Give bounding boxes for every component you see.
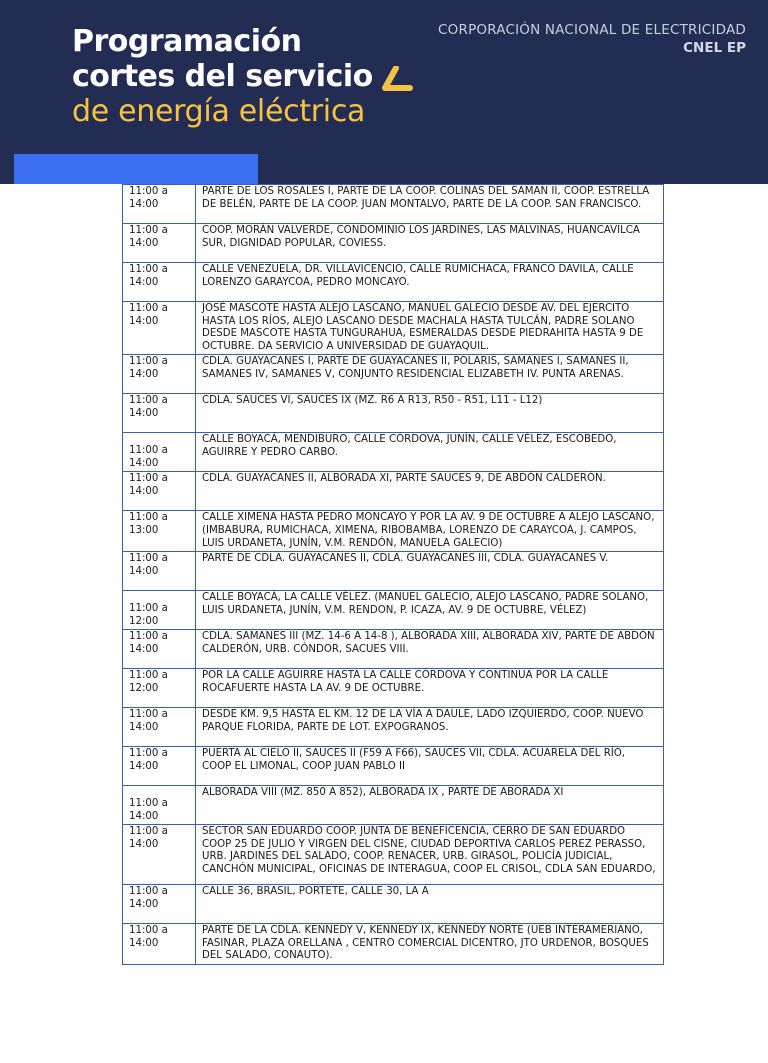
- table-row: [123, 885, 664, 924]
- affected-sectors-cell: CALLE 36, BRASIL, PORTETE, CALLE 30, LA A: [196, 885, 664, 924]
- time-range-cell: 11:00 a 14:00: [123, 708, 196, 747]
- time-range-cell: 11:00 a 14:00: [123, 394, 196, 433]
- time-range-cell: 11:00 a 14:00: [123, 472, 196, 511]
- table-row: [123, 747, 664, 786]
- time-range-cell: 11:00 a 14:00: [123, 747, 196, 786]
- table-row: [123, 472, 664, 511]
- time-range-cell: 11:00 a 14:00: [123, 885, 196, 924]
- affected-sectors-cell: SECTOR SAN EDUARDO COOP. JUNTA DE BENEFICENCIA, CERRO DE SAN EDUARDO COOP 25 DE JULIO Y VIRGEN DEL CISNE, CIUDAD DEPORTIVA CARLOS PEREZ PERASSO, URB. JARDINES DEL SALADO, COOP. RENACER, URB. GIRASOL, POLICÍA JUDICIAL, CANCHÓN MUNICIPAL, OFICINAS DE INTERAGUA, COOP EL CRISOL, CDLA SAN EDUARDO,: [196, 825, 664, 885]
- affected-sectors-cell: CDLA. SAMANES III (MZ. 14-6 A 14-8 ), ALBORADA XIII, ALBORADA XIV, PARTE DE ABDÓN CALDERÓN, URB. CÓNDOR, SACUES VIII.: [196, 630, 664, 669]
- affected-sectors-cell: CALLE BOYACÁ, MENDIBURO, CALLE CÓRDOVA, JUNÍN, CALLE VÉLEZ, ESCOBEDO, AGUIRRE Y PEDRO CARBO.: [196, 433, 664, 472]
- table-row: [123, 825, 664, 885]
- time-range-cell: 11:00 a 12:00: [123, 669, 196, 708]
- table-row: [123, 224, 664, 263]
- affected-sectors-cell: ALBORADA VIII (MZ. 850 A 852), ALBORADA IX , PARTE DE ABORADA XI: [196, 786, 664, 825]
- affected-sectors-cell: PARTE DE LOS ROSALES I, PARTE DE LA COOP. COLINAS DEL SAMAN II, COOP. ESTRELLA DE BELÉN, PARTE DE LA COOP. JUAN MONTALVO, PARTE DE LA COOP. SAN FRANCISCO.: [196, 185, 664, 224]
- table-row: [123, 433, 664, 472]
- time-range-cell: 11:00 a 14:00: [123, 630, 196, 669]
- table-row: [123, 786, 664, 825]
- affected-sectors-cell: PARTE DE CDLA. GUAYACANES II, CDLA. GUAYACANES III, CDLA. GUAYACANES V.: [196, 552, 664, 591]
- affected-sectors-cell: CALLE XIMENA HASTA PEDRO MONCAYO Y POR LA AV. 9 DE OCTUBRE A ALEJO LASCANO, (IMBABURA, RUMICHACA, XIMENA, RIBOBAMBA, LORENZO DE CARAYCOA, J. CAMPOS, LUIS URDANETA, JUNÍN, V.M. RENDÓN, MANUELA GALECIO): [196, 511, 664, 552]
- affected-sectors-cell: CALLE VENEZUELA, DR. VILLAVICENCIO, CALLE RUMICHACA, FRANCO DAVILA, CALLE LORENZO GARAYCOA, PEDRO MONCAYO.: [196, 263, 664, 302]
- table-row: [123, 708, 664, 747]
- table-row: [123, 263, 664, 302]
- title-line-3: de energía eléctrica: [72, 94, 366, 129]
- time-range-cell: 11:00 a 14:00: [123, 355, 196, 394]
- affected-sectors-cell: POR LA CALLE AGUIRRE HASTA LA CALLE CÓRDOVA Y CONTINUA POR LA CALLE ROCAFUERTE HASTA LA AV. 9 DE OCTUBRE.: [196, 669, 664, 708]
- schedule-body: [123, 185, 664, 965]
- table-row: [123, 552, 664, 591]
- organization-name: CORPORACIÓN NACIONAL DE ELECTRICIDAD: [438, 22, 746, 38]
- affected-sectors-cell: CDLA. SAUCES VI, SAUCES IX (MZ. R6 A R13, R50 - R51, L11 - L12): [196, 394, 664, 433]
- affected-sectors-cell: CDLA. GUAYACANES II, ALBORADA XI, PARTE SAUCES 9, DE ABDÓN CALDERÓN.: [196, 472, 664, 511]
- table-row: [123, 302, 664, 355]
- organization-block: [438, 22, 746, 56]
- time-range-cell: 11:00 a 14:00: [123, 302, 196, 355]
- organization-abbreviation: CNEL EP: [683, 40, 746, 56]
- time-range-cell: 11:00 a 13:00: [123, 511, 196, 552]
- affected-sectors-cell: JOSÉ MASCOTE HASTA ALEJO LASCANO, MANUEL GALECIO DESDE AV. DEL EJERCITO HASTA LOS RÍOS, ALEJO LASCANO DESDE MACHALA HASTA TULCÁN, PADRE SOLANO DESDE MASCOTE HASTA TUNGURAHUA, ESMERALDAS DESDE PIEDRAHITA HASTA 9 DE OCTUBRE. DA SERVICIO A UNIVERSIDAD DE GUAYAQUIL.: [196, 302, 664, 355]
- time-range-cell: 11:00 a 12:00: [123, 591, 196, 630]
- accent-bar: [14, 154, 258, 184]
- time-range-cell: 11:00 a 14:00: [123, 224, 196, 263]
- affected-sectors-cell: CALLE BOYACÁ, LA CALLE VÉLEZ. (MANUEL GALECIO, ALEJO LASCANO, PADRE SOLANO, LUIS URDANETA, JUNÍN, V.M. RENDON, P. ICAZA, AV. 9 DE OCTUBRE, VÉLEZ): [196, 591, 664, 630]
- table-row: [123, 669, 664, 708]
- lightning-bolt-icon: [380, 66, 416, 94]
- time-range-cell: 11:00 a 14:00: [123, 433, 196, 472]
- time-range-cell: 11:00 a 14:00: [123, 263, 196, 302]
- time-range-cell: 11:00 a 14:00: [123, 185, 196, 224]
- table-row: [123, 924, 664, 965]
- affected-sectors-cell: COOP. MORÁN VALVERDE, CONDOMINIO LOS JARDINES, LAS MALVINAS, HUANCAVILCA SUR, DIGNIDAD POPULAR, COVIESS.: [196, 224, 664, 263]
- affected-sectors-cell: PARTE DE LA CDLA. KENNEDY V, KENNEDY IX, KENNEDY NORTE (UEB INTERAMERIANO, FASINAR, PLAZA ORELLANA , CENTRO COMERCIAL DICENTRO, JTO URDENOR, BOSQUES DEL SALADO, CONAUTO).: [196, 924, 664, 965]
- header-banner: [0, 0, 768, 184]
- table-row: [123, 511, 664, 552]
- time-range-cell: 11:00 a 14:00: [123, 786, 196, 825]
- time-range-cell: 11:00 a 14:00: [123, 825, 196, 885]
- affected-sectors-cell: PUERTA AL CIELO II, SAUCES II (F59 A F66), SAUCES VII, CDLA. ACUARELA DEL RÍO, COOP EL LIMONAL, COOP JUAN PABLO II: [196, 747, 664, 786]
- table-row: [123, 591, 664, 630]
- outage-schedule-table: [122, 184, 664, 965]
- title-line-2: cortes del servicio: [72, 59, 373, 94]
- table-row: [123, 394, 664, 433]
- table-row: [123, 355, 664, 394]
- title-line-1: Programación: [72, 24, 302, 59]
- time-range-cell: 11:00 a 14:00: [123, 924, 196, 965]
- table-row: [123, 630, 664, 669]
- affected-sectors-cell: DESDE KM. 9,5 HASTA EL KM. 12 DE LA VÍA A DAULE, LADO IZQUIERDO, COOP. NUEVO PARQUE FLORIDA, PARTE DE LOT. EXPOGRANOS.: [196, 708, 664, 747]
- table-row: [123, 185, 664, 224]
- time-range-cell: 11:00 a 14:00: [123, 552, 196, 591]
- affected-sectors-cell: CDLA. GUAYACANES I, PARTE DE GUAYACANES II, POLARIS, SAMANES I, SAMANES II, SAMANES IV, SAMANES V, CONJUNTO RESIDENCIAL ELIZABETH IV. PUNTA ARENAS.: [196, 355, 664, 394]
